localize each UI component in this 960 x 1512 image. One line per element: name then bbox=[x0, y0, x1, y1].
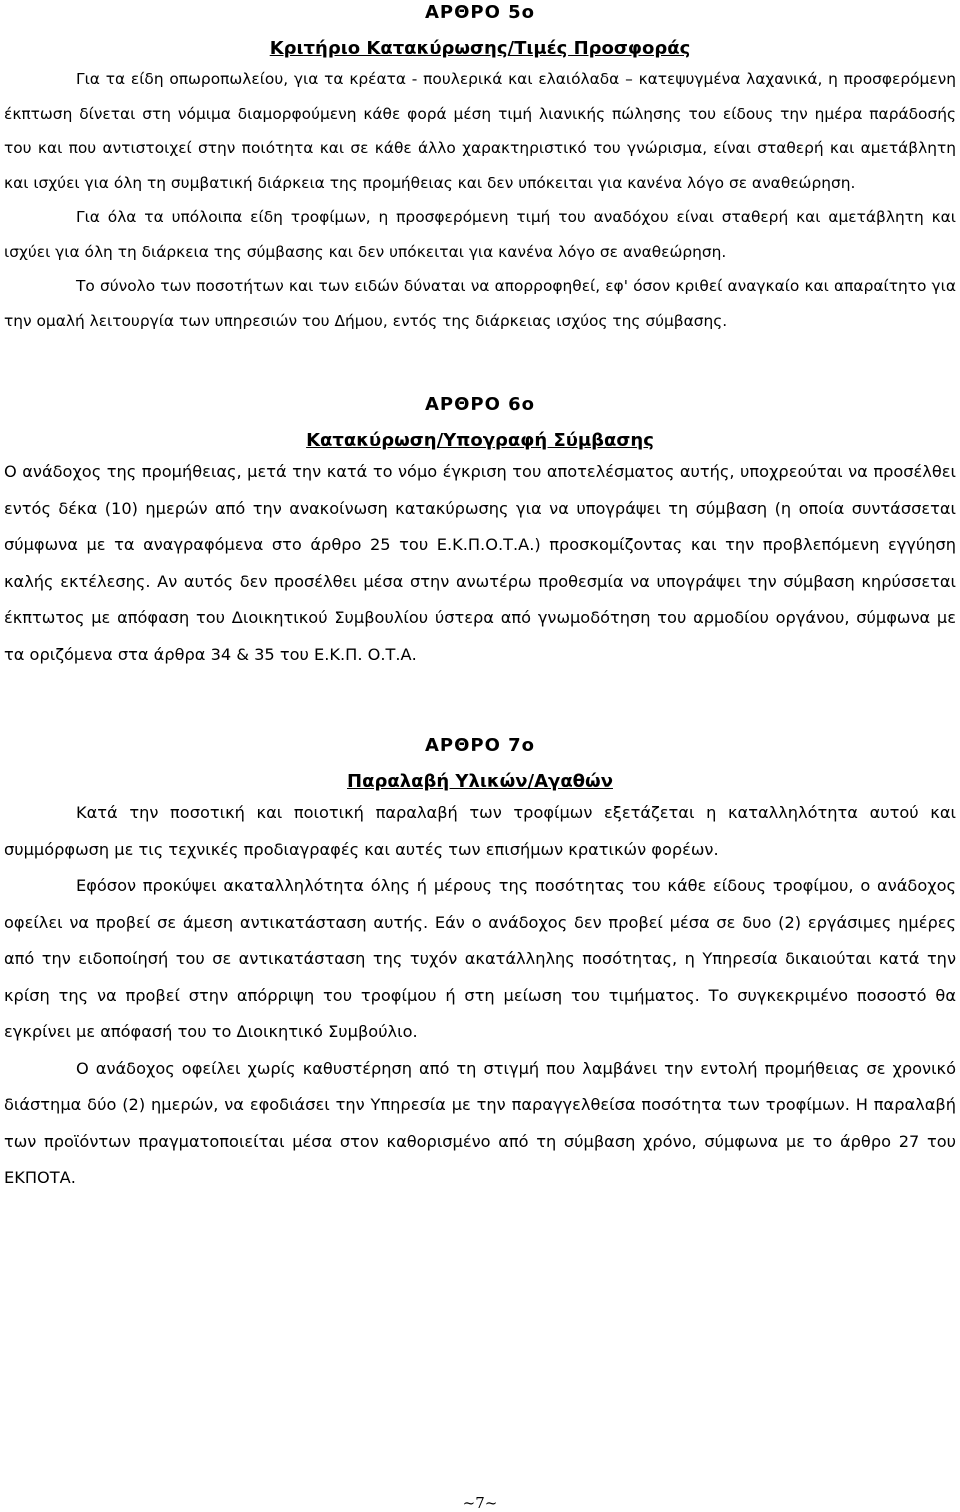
article-7-paragraph-1: Κατά την ποσοτική και ποιοτική παραλαβή των τροφίμων εξετάζεται η καταλληλότητα αυτού και συμμόρφωση με τις τεχνικές προδιαγραφές και αυτές των επισήμων κρατικών φορέων. bbox=[4, 803, 956, 859]
article-6-title: ΑΡΘΡΟ 6ο bbox=[424, 394, 536, 415]
article-5-paragraph-1: Για τα είδη οπωροπωλείου, για τα κρέατα - πουλερικά και ελαιόλαδα – κατεψυγμένα λαχανικά, η προσφερόμενη έκπτωση δίνεται στη νόμιμα διαμορφούμενη κάθε φορά μέση τιμή λιανικής πώλησης του είδους την ημέρα παράδοσής του και που αντιστοιχεί στην ποιότητα και σε κάθε άλλο χαρακτηριστικό του γνώρισμα, είναι σταθερή και αμετάβλητη και ισχύει για όλη τη συμβατική διάρκεια της προμήθειας και δεν υπόκειται για κανένα λόγο σε αναθεώρηση. bbox=[4, 70, 956, 192]
article-7-paragraph-2: Εφόσον προκύψει ακαταλληλότητα όλης ή μέρους της ποσότητας του κάθε είδους τροφίμου, ο ανάδοχος οφείλει να προβεί σε άμεση αντικατάσταση αυτής. Εάν ο ανάδοχος δεν προβεί μέσα σε δυο (2) εργάσιμες ημέρες από την ειδοποίησή του σε αντικατάσταση της τυχόν ακατάλληλης ποσότητας, η Υπηρεσία δικαιούται κατά την κρίση της να προβεί στην απόρριψη του τροφίμου ή στη μείωση του τιμήματος. Το συγκεκριμένο ποσοστό θα εγκρίνει με απόφασή του το Διοικητικό Συμβούλιο. bbox=[4, 876, 956, 1041]
page-number: ~7~ bbox=[462, 1494, 498, 1512]
article-5-title: ΑΡΘΡΟ 5ο bbox=[424, 2, 536, 23]
article-6-paragraph-1: Ο ανάδοχος της προμήθειας, μετά την κατά το νόμο έγκριση του αποτελέσματος αυτής, υποχρεούται να προσέλθει εντός δέκα (10) ημερών από την ανακοίνωση κατακύρωσης για να υπογράψει τη σύμβαση (η οποία συντάσσεται σύμφωνα με τα αναγραφόμενα στο άρθρο 25 του Ε.Κ.Π.Ο.Τ.Α.) προσκομίζοντας και την προβλεπόμενη εγγύηση καλής εκτέλεσης. Αν αυτός δεν προσέλθει μέσα στην ανωτέρω προθεσμία να υπογράψει την σύμβαση κηρύσσεται έκπτωτος με απόφαση του Διοικητικού Συμβουλίου ύστερα από γνωμοδότηση του αρμοδίου οργάνου, σύμφωνα με τα οριζόμενα στα άρθρα 34 & 35 του Ε.Κ.Π. Ο.Τ.Α. bbox=[4, 462, 956, 664]
article-5 bbox=[4, 2, 956, 338]
document-page bbox=[4, 0, 956, 1197]
article-6 bbox=[4, 394, 956, 673]
article-7-subtitle: Παραλαβή Υλικών/Αγαθών bbox=[347, 771, 613, 792]
article-6-subtitle: Κατακύρωση/Υπογραφή Σύμβασης bbox=[306, 430, 654, 451]
article-7-paragraph-3: Ο ανάδοχος οφείλει χωρίς καθυστέρηση από τη στιγμή που λαμβάνει την εντολή προμήθειας σε χρονικό διάστημα δύο (2) ημερών, να εφοδιάσει την Υπηρεσία με την παραγγελθείσα ποσότητα των τροφίμων. Η παραλαβή των προϊόντων πραγματοποιείται μέσα στον καθορισμένο από τη σύμβαση χρόνο, σύμφωνα με το άρθρο 27 του ΕΚΠΟΤΑ. bbox=[4, 1058, 956, 1187]
article-5-paragraph-3: Το σύνολο των ποσοτήτων και των ειδών δύναται να απορροφηθεί, εφ' όσον κριθεί αναγκαίο και απαραίτητο για την ομαλή λειτουργία των υπηρεσιών του Δήμου, εντός της διάρκειας ισχύος της σύμβασης. bbox=[4, 277, 956, 330]
article-7-title: ΑΡΘΡΟ 7ο bbox=[424, 735, 536, 756]
article-5-paragraph-2: Για όλα τα υπόλοιπα είδη τροφίμων, η προσφερόμενη τιμή του αναδόχου είναι σταθερή και αμετάβλητη και ισχύει για όλη τη διάρκεια της σύμβασης και δεν υπόκειται για κανένα λόγο σε αναθεώρηση. bbox=[4, 208, 956, 261]
article-7 bbox=[4, 735, 956, 1197]
article-5-subtitle: Κριτήριο Κατακύρωσης/Τιμές Προσφοράς bbox=[269, 38, 691, 59]
